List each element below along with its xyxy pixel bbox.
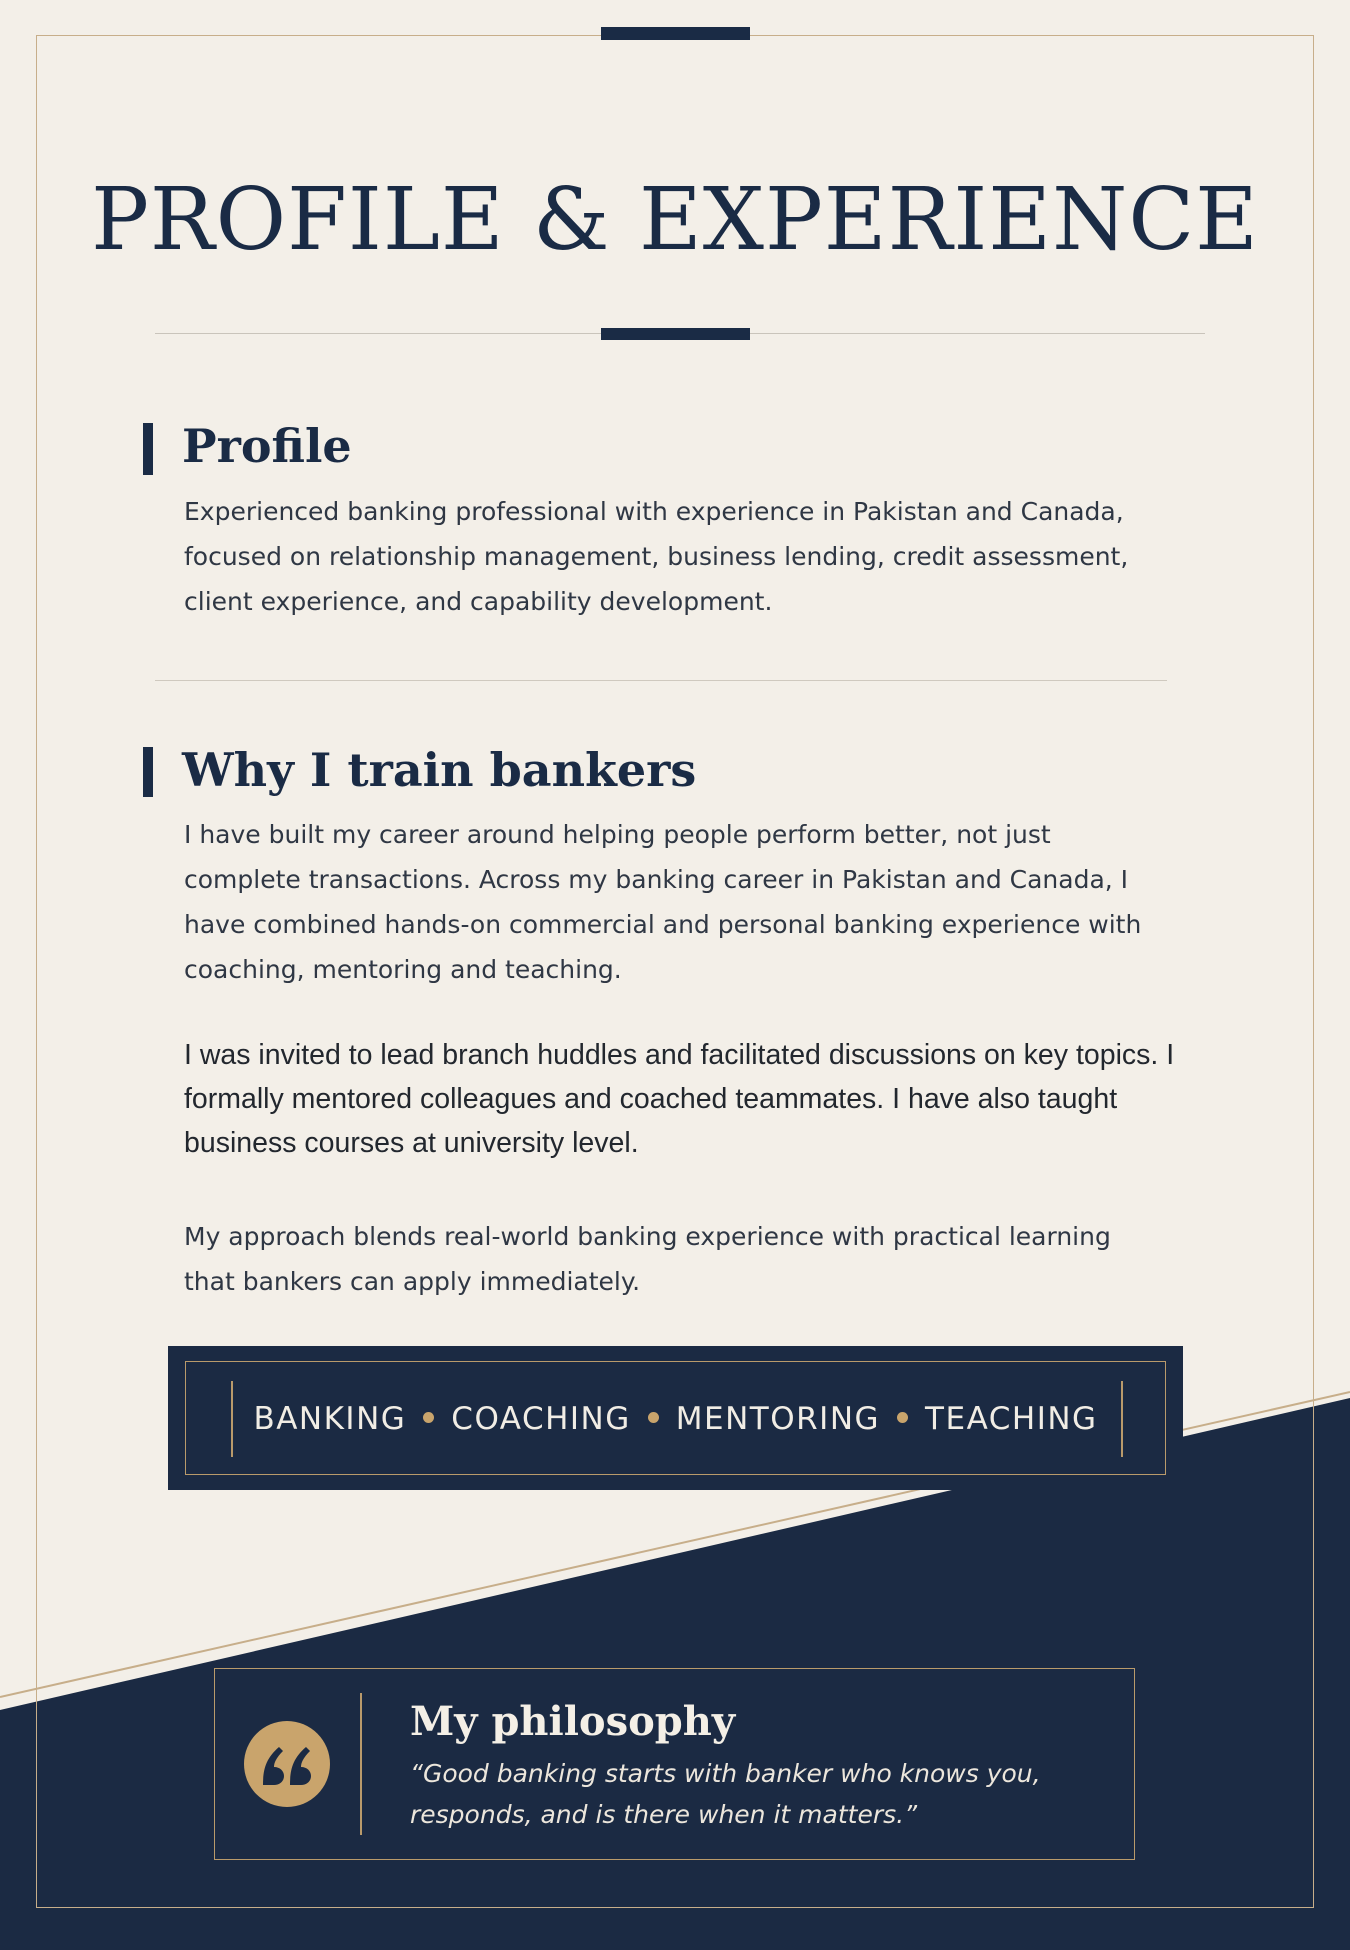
why-section-marker	[143, 747, 153, 797]
why-paragraph-1: I have built my career around helping people perform better, not just complete transactions. Across my banking career in Pakistan and Canada, I have combined hands-on commercial and personal banking experience with coaching, mentoring and teaching.	[184, 820, 1142, 984]
why-heading: Why I train bankers	[182, 743, 697, 797]
philosophy-heading: My philosophy	[410, 1698, 736, 1745]
bullet-dot	[423, 1412, 434, 1423]
profile-section-marker	[143, 423, 153, 475]
skills-banner	[168, 1346, 1183, 1490]
quote-divider	[360, 1693, 362, 1835]
why-paragraph-2: I was invited to lead branch huddles and facilitated discussions on key topics. I formally mentored colleagues and coached teammates. I have also taught business courses at university level.	[184, 1039, 1175, 1159]
section-divider	[155, 680, 1167, 681]
title-accent-bar	[601, 328, 750, 340]
banner-inner-border	[185, 1361, 1166, 1475]
banner-item-mentoring: MENTORING	[675, 1401, 881, 1437]
banner-item-banking: BANKING	[253, 1401, 407, 1437]
profile-heading: Profile	[182, 419, 352, 473]
top-accent-bar	[601, 27, 750, 40]
quote-icon	[244, 1721, 330, 1807]
philosophy-quote: “Good banking starts with banker who knows you, responds, and is there when it matters.”	[410, 1759, 1041, 1829]
banner-item-teaching: TEACHING	[925, 1401, 1098, 1437]
bullet-dot	[648, 1412, 659, 1423]
page-title: PROFILE & EXPERIENCE	[91, 170, 1259, 270]
philosophy-box	[214, 1668, 1135, 1860]
banner-text	[186, 1362, 1165, 1476]
banner-item-coaching: COACHING	[451, 1401, 631, 1437]
bullet-dot	[897, 1412, 908, 1423]
profile-text: Experienced banking professional with experience in Pakistan and Canada, focused on relationship management, business lending, credit assessment, client experience, and capability development.	[184, 497, 1129, 616]
why-paragraph-3: My approach blends real-world banking experience with practical learning that bankers can apply immediately.	[184, 1222, 1111, 1296]
